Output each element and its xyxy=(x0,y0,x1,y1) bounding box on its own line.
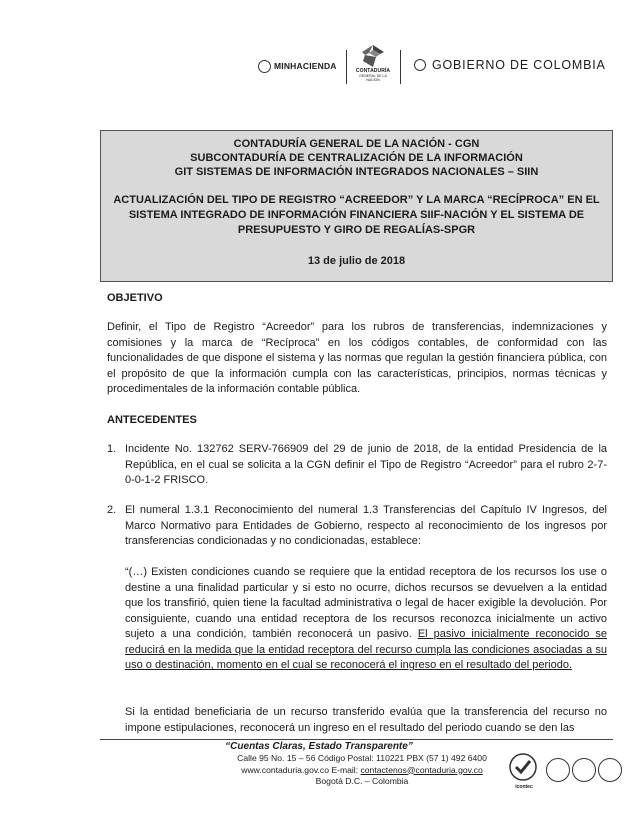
continuation-paragraph: Si la entidad beneficiaria de un recurso transferido evalúa que la transferencia del recurso no impone estipulaciones, reconocerá un ingreso en el resultado del periodo cuando se den las xyxy=(125,706,607,734)
quote-underlined-text: El pasivo inicialmente reconocido se reducirá en la medida que la entidad receptora del recurso cumpla las condiciones asociadas a su uso o destinación, momento en el cual se reconocerá el ingreso en el resultado del periodo. xyxy=(125,628,607,671)
list-text: Incidente No. 132762 SERV-766909 del 29 de junio de 2018, de la entidad Presidencia de la República, en el cual se solicita a la CGN definir el Tipo de Registro “Acreedor” para el rubro 2-7-0-0-1-2 FRISCO. xyxy=(125,443,607,486)
address-line: Calle 95 No. 15 – 56 Código Postal: 110221 PBX (57 1) 492 6400 xyxy=(237,753,487,763)
footer-slogan: “Cuentas Claras, Estado Transparente” xyxy=(225,741,413,752)
header-line: GIT SISTEMAS DE INFORMACIÓN INTEGRADOS NACIONALES – SIIN xyxy=(174,166,539,178)
cgn-logo: CONTADURÍA GENERAL DE LA NACIÓN xyxy=(355,44,391,82)
certification-badge-icon xyxy=(598,758,622,782)
quoted-regulation xyxy=(125,565,607,674)
minhacienda-logo: MINHACIENDA xyxy=(258,60,337,73)
cgn-emblem-icon xyxy=(360,44,386,68)
document-title: SISTEMA INTEGRADO DE INFORMACIÓN FINANCIERA SIIF-NACIÓN Y EL SISTEMA DE xyxy=(128,209,585,221)
section-heading-antecedentes: ANTECEDENTES xyxy=(107,414,197,426)
gobierno-logo: GOBIERNO DE COLOMBIA xyxy=(414,58,606,72)
footer-address xyxy=(212,753,512,788)
coat-of-arms-icon xyxy=(258,60,271,73)
certification-badge-icon xyxy=(546,758,570,782)
gobierno-ring-icon xyxy=(414,59,426,71)
letterhead-logos xyxy=(0,44,638,90)
certification-badge-icon xyxy=(572,758,596,782)
header-line: SUBCONTADURÍA DE CENTRALIZACIÓN DE LA INFORMACIÓN xyxy=(190,152,523,164)
city-line: Bogotá D.C. – Colombia xyxy=(315,776,409,786)
document-date: 13 de julio de 2018 xyxy=(307,255,406,267)
document-title: PRESUPUESTO Y GIRO DE REGALÍAS-SPGR xyxy=(237,224,476,236)
divider xyxy=(400,50,401,84)
list-text: El numeral 1.3.1 Reconocimiento del numeral 1.3 Transferencias del Capítulo IV Ingresos, del Marco Normativo para Entidades de Gobierno, respecto al reconocimiento de los ingresos por transferencias condicionadas y no condicionadas, establece: xyxy=(125,504,607,547)
email-link: contactenos@contaduria.gov.co xyxy=(360,764,483,775)
footer-divider xyxy=(100,739,613,740)
header-line: CONTADURÍA GENERAL DE LA NACIÓN - CGN xyxy=(233,138,480,150)
section-heading-objetivo: OBJETIVO xyxy=(107,292,163,304)
contact-line: www.contaduria.gov.co E-mail: contactenos@contaduria.gov.co xyxy=(241,764,483,775)
list-number: 1. xyxy=(107,443,117,455)
list-number: 2. xyxy=(107,504,117,516)
icontec-seal-icon xyxy=(508,752,538,782)
objetivo-paragraph: Definir, el Tipo de Registro “Acreedor” para los rubros de transferencias, indemnizaciones y comisiones y la marca de “Recíproca” en los códigos contables, de conformidad con las funcionalidades de que dispone el sistema y las normas que regulan la gestión financiera pública, con el propósito de que la información cumpla con las características, principios, normas técnicas y procedimentales de la información contable pública. xyxy=(107,321,607,395)
divider xyxy=(346,50,347,84)
quote-text: “(…) Existen condiciones cuando se requiere que la entidad receptora de los recursos los use o destine a una finalidad particular y si esto no ocurre, dichos recursos se devuelven a la entidad que los transfirió, quien tiene la facultad administrativa o legal de hacer exigible la devolución. Por consiguiente, cuando una entidad receptora de los recursos reconozca inicialmente un activo sujeto a una condición, también reconocerá un pasivo. xyxy=(125,566,607,640)
document-title: ACTUALIZACIÓN DEL TIPO DE REGISTRO “ACREEDOR” Y LA MARCA “RECÍPROCA” EN EL xyxy=(113,194,600,206)
document-header xyxy=(100,130,613,282)
